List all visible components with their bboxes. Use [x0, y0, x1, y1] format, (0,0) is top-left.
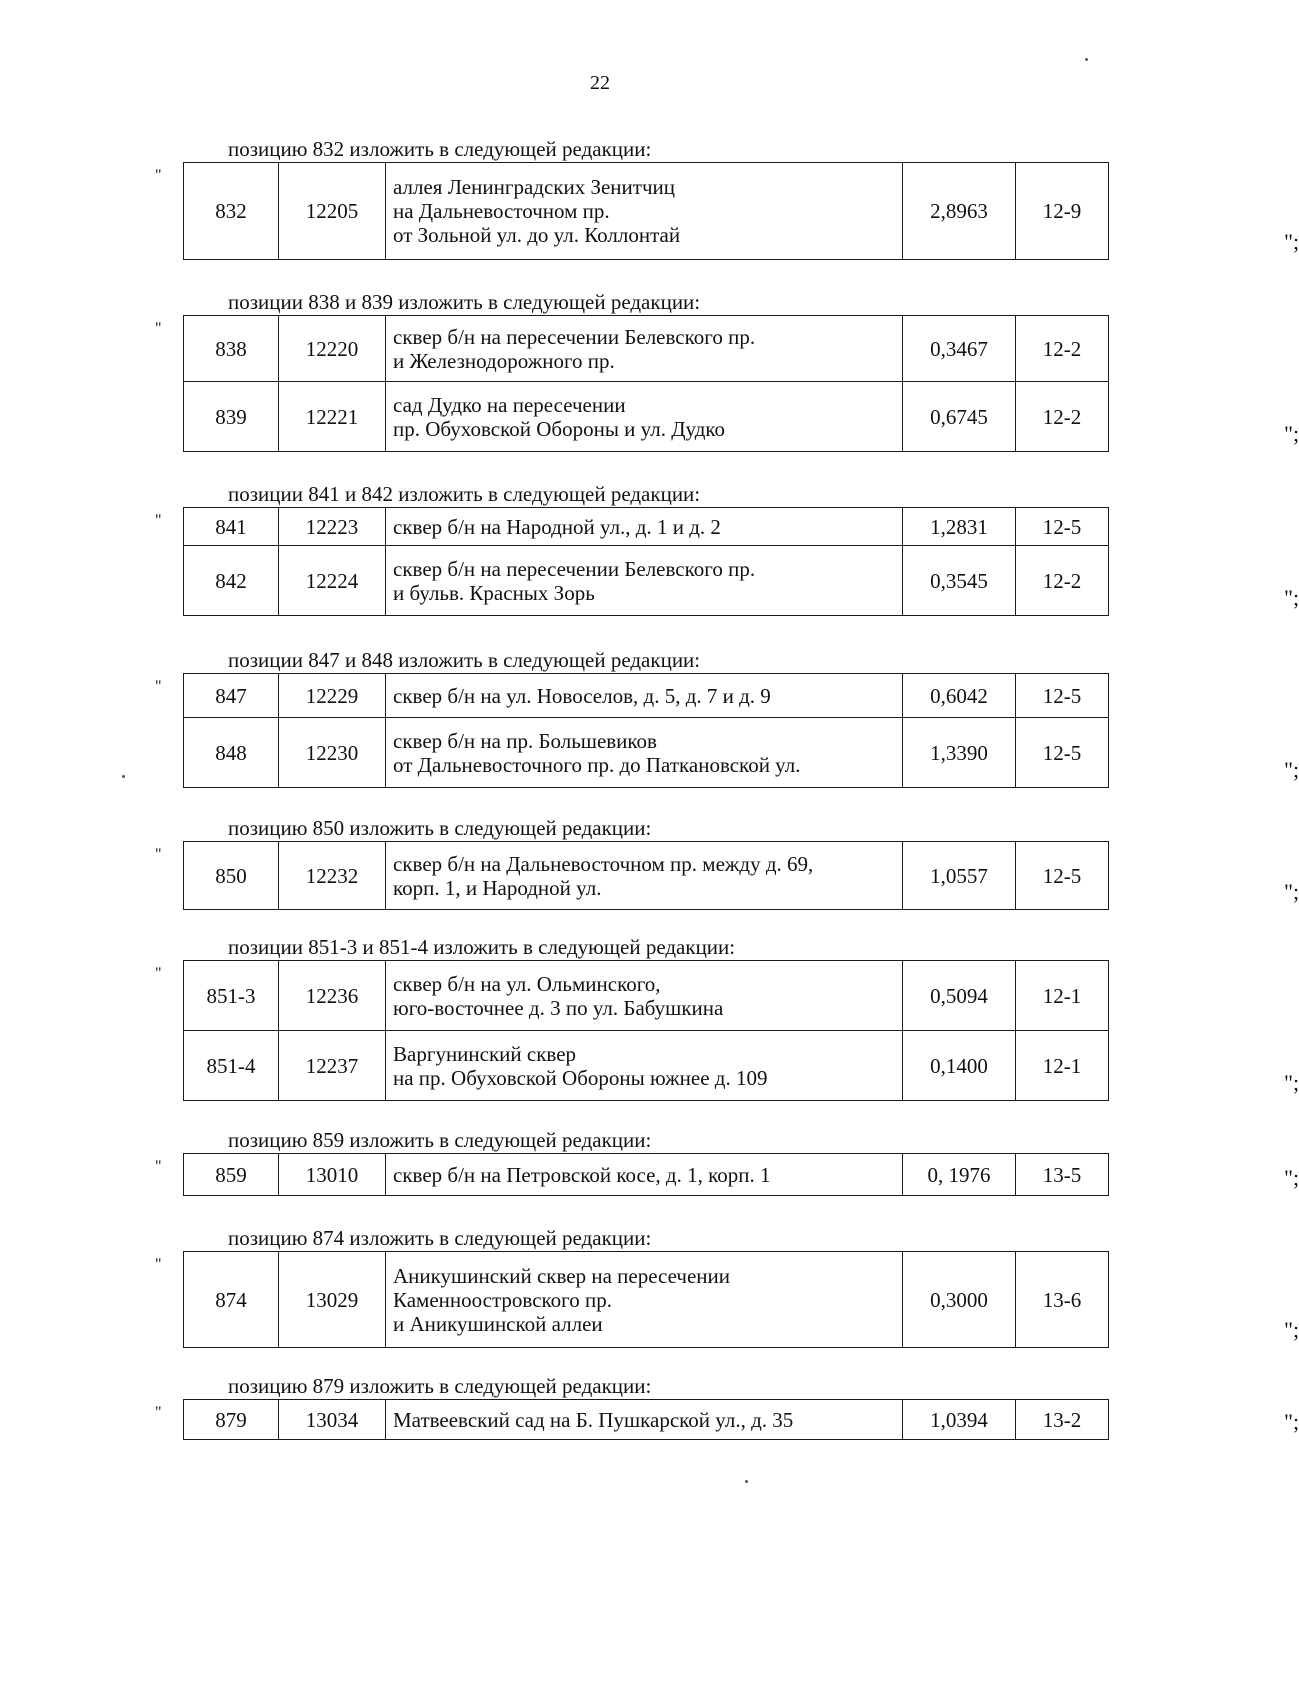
name-line: Аникушинский сквер на пересечении: [393, 1263, 731, 1288]
zone-cell: 13-2: [1016, 1400, 1109, 1440]
object-code-cell: 12224: [279, 546, 386, 616]
table-row: [184, 546, 1109, 616]
amendment-caption: позицию 859 изложить в следующей редакции:: [228, 1128, 652, 1152]
zone-cell: 13-6: [1016, 1252, 1109, 1348]
object-code-cell: 12230: [279, 718, 386, 788]
name-line: аллея Ленинградских Зенитчиц: [393, 175, 675, 199]
zone-cell: 12-1: [1016, 961, 1109, 1031]
position-number-cell: 839: [184, 382, 279, 452]
position-number-cell: 879: [184, 1400, 279, 1440]
positions-table: [183, 1251, 1109, 1348]
name-line: юго-восточнее д. 3 по ул. Бабушкина: [393, 995, 724, 1020]
name-line: от Дальневосточного пр. до Паткановской ул.: [393, 752, 801, 777]
table-row: [184, 163, 1109, 260]
positions-table: [183, 507, 1109, 616]
positions-table: [183, 673, 1109, 788]
table-row: [184, 1252, 1109, 1348]
zone-cell: 12-2: [1016, 382, 1109, 452]
name-line: сквер б/н на пересечении Белевского пр.: [393, 556, 756, 581]
name-line: сквер б/н на пересечении Белевского пр.: [393, 324, 756, 349]
area-cell: 0,3467: [903, 316, 1016, 382]
positions-table: [183, 162, 1109, 260]
table-row: [184, 1031, 1109, 1101]
opening-quote: ": [155, 1158, 162, 1175]
opening-quote: ": [155, 1256, 162, 1273]
object-code-cell: 12236: [279, 961, 386, 1031]
name-line: сквер б/н на Народной ул., д. 1 и д. 2: [393, 514, 721, 539]
name-line: Варгунинский сквер: [393, 1041, 577, 1066]
name-line: сад Дудко на пересечении: [393, 392, 626, 417]
page-number: 22: [590, 72, 610, 94]
object-code-cell: 13010: [279, 1154, 386, 1196]
table-row: [184, 842, 1109, 910]
object-name-cell: [386, 382, 903, 452]
name-line: на пр. Обуховской Обороны южнее д. 109: [393, 1065, 768, 1090]
position-number-cell: 859: [184, 1154, 279, 1196]
object-name-cell: [386, 1031, 903, 1101]
positions-table: [183, 841, 1109, 910]
position-number-cell: 847: [184, 674, 279, 718]
position-number-cell: 850: [184, 842, 279, 910]
position-number-cell: 832: [184, 163, 279, 260]
object-code-cell: 12223: [279, 508, 386, 546]
positions-table: [183, 960, 1109, 1101]
zone-cell: 12-5: [1016, 508, 1109, 546]
position-number-cell: 851-3: [184, 961, 279, 1031]
opening-quote: ": [155, 846, 162, 863]
position-number-cell: 838: [184, 316, 279, 382]
name-line: Матвеевский сад на Б. Пушкарской ул., д. 35: [393, 1407, 794, 1432]
closing-quote: ";: [1284, 585, 1299, 610]
zone-cell: 13-5: [1016, 1154, 1109, 1196]
object-code-cell: 12221: [279, 382, 386, 452]
amendment-caption: позицию 850 изложить в следующей редакции:: [228, 816, 652, 840]
object-name-cell: [386, 1252, 903, 1348]
object-code-cell: 12237: [279, 1031, 386, 1101]
name-line: сквер б/н на Петровской косе, д. 1, корп. 1: [393, 1162, 771, 1187]
table-row: [184, 674, 1109, 718]
positions-table: [183, 1153, 1109, 1196]
opening-quote: ": [155, 678, 162, 695]
object-name-cell: [386, 508, 903, 546]
amendment-caption: позиции 838 и 839 изложить в следующей редакции:: [228, 290, 701, 314]
name-line: Каменноостровского пр.: [393, 1287, 612, 1312]
object-name-cell: [386, 163, 903, 260]
area-cell: 0,3545: [903, 546, 1016, 616]
table-row: [184, 382, 1109, 452]
closing-quote: ";: [1284, 421, 1299, 446]
opening-quote: ": [155, 167, 162, 184]
position-number-cell: 851-4: [184, 1031, 279, 1101]
closing-quote: ";: [1284, 1317, 1299, 1342]
area-cell: 1,3390: [903, 718, 1016, 788]
scan-speck: [745, 1480, 748, 1483]
object-code-cell: 13034: [279, 1400, 386, 1440]
name-line: сквер б/н на Дальневосточном пр. между д. 69,: [393, 851, 814, 876]
opening-quote: ": [155, 965, 162, 982]
amendment-caption: позицию 874 изложить в следующей редакции:: [228, 1226, 652, 1250]
area-cell: 1,0557: [903, 842, 1016, 910]
object-name-cell: [386, 961, 903, 1031]
object-code-cell: 13029: [279, 1252, 386, 1348]
area-cell: 0,6042: [903, 674, 1016, 718]
area-cell: 0, 1976: [903, 1154, 1016, 1196]
object-name-cell: [386, 546, 903, 616]
object-name-cell: [386, 1154, 903, 1196]
area-cell: 1,0394: [903, 1400, 1016, 1440]
position-number-cell: 874: [184, 1252, 279, 1348]
zone-cell: 12-5: [1016, 842, 1109, 910]
zone-cell: 12-2: [1016, 546, 1109, 616]
opening-quote: ": [155, 1404, 162, 1421]
name-line: и Аникушинской аллеи: [393, 1311, 603, 1336]
table-row: [184, 961, 1109, 1031]
position-number-cell: 848: [184, 718, 279, 788]
object-name-cell: [386, 718, 903, 788]
name-line: пр. Обуховской Обороны и ул. Дудко: [393, 416, 726, 441]
name-line: сквер б/н на ул. Новоселов, д. 5, д. 7 и д. 9: [393, 683, 771, 708]
object-code-cell: 12232: [279, 842, 386, 910]
object-code-cell: 12205: [279, 163, 386, 260]
area-cell: 0,6745: [903, 382, 1016, 452]
opening-quote: ": [155, 320, 162, 337]
table-row: [184, 1400, 1109, 1440]
positions-table: [183, 1399, 1109, 1440]
closing-quote: ";: [1284, 757, 1299, 782]
amendment-caption: позицию 832 изложить в следующей редакции:: [228, 137, 652, 161]
closing-quote: ";: [1284, 879, 1299, 904]
closing-quote: ";: [1284, 1165, 1299, 1190]
name-line: и Железнодорожного пр.: [393, 348, 615, 373]
object-name-cell: [386, 674, 903, 718]
object-code-cell: 12220: [279, 316, 386, 382]
area-cell: 1,2831: [903, 508, 1016, 546]
name-line: сквер б/н на пр. Большевиков: [393, 728, 657, 753]
position-number-cell: 842: [184, 546, 279, 616]
table-row: [184, 1154, 1109, 1196]
name-line: и бульв. Красных Зорь: [393, 580, 595, 605]
amendment-caption: позицию 879 изложить в следующей редакции:: [228, 1374, 652, 1398]
name-line: от Зольной ул. до ул. Коллонтай: [393, 223, 681, 247]
object-name-cell: [386, 316, 903, 382]
area-cell: 0,1400: [903, 1031, 1016, 1101]
zone-cell: 12-5: [1016, 674, 1109, 718]
zone-cell: 12-2: [1016, 316, 1109, 382]
amendment-caption: позиции 847 и 848 изложить в следующей редакции:: [228, 648, 701, 672]
scan-speck: [122, 775, 125, 778]
closing-quote: ";: [1284, 1070, 1299, 1095]
zone-cell: 12-9: [1016, 163, 1109, 260]
table-row: [184, 718, 1109, 788]
object-code-cell: 12229: [279, 674, 386, 718]
zone-cell: 12-5: [1016, 718, 1109, 788]
object-name-cell: [386, 842, 903, 910]
table-row: [184, 316, 1109, 382]
amendment-caption: позиции 851-3 и 851-4 изложить в следующей редакции:: [228, 935, 736, 959]
object-name-cell: [386, 1400, 903, 1440]
position-number-cell: 841: [184, 508, 279, 546]
name-line: корп. 1, и Народной ул.: [393, 875, 602, 900]
positions-table: [183, 315, 1109, 452]
table-row: [184, 508, 1109, 546]
closing-quote: ";: [1284, 1409, 1299, 1434]
area-cell: 2,8963: [903, 163, 1016, 260]
zone-cell: 12-1: [1016, 1031, 1109, 1101]
name-line: на Дальневосточном пр.: [393, 199, 610, 223]
scan-speck: [1085, 58, 1088, 61]
name-line: сквер б/н на ул. Ольминского,: [393, 971, 661, 996]
amendment-caption: позиции 841 и 842 изложить в следующей редакции:: [228, 482, 701, 506]
area-cell: 0,3000: [903, 1252, 1016, 1348]
closing-quote: ";: [1284, 229, 1299, 254]
area-cell: 0,5094: [903, 961, 1016, 1031]
opening-quote: ": [155, 512, 162, 529]
